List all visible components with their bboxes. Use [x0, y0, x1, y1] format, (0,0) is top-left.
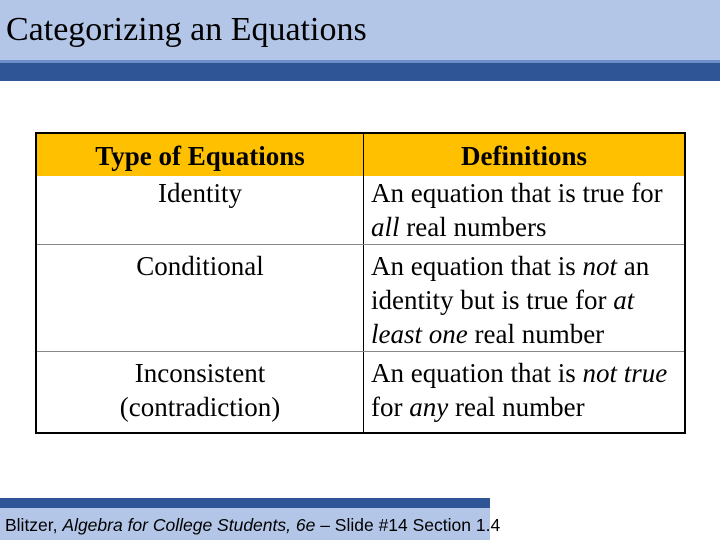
table-header-row [36, 133, 685, 176]
type-cell: Conditional [36, 245, 364, 352]
header-type-of-equations: Type of Equations [36, 133, 364, 176]
footer-citation: Blitzer, Algebra for College Students, 6e – Slide #14 Section 1.4 [5, 515, 501, 535]
table-row [36, 352, 685, 434]
title-accent-bar [0, 60, 720, 81]
type-cell: Inconsistent (contradiction) [36, 352, 364, 434]
header-definitions: Definitions [364, 133, 686, 176]
table-row [36, 176, 685, 245]
table-row [36, 245, 685, 352]
type-cell: Identity [36, 176, 364, 245]
definition-cell: An equation that is true for all real numbers [364, 176, 686, 245]
title-banner [0, 0, 720, 60]
definition-cell: An equation that is not true for any real number [371, 358, 668, 422]
equation-types-table [35, 132, 686, 434]
slide-title: Categorizing an Equations [6, 11, 367, 48]
definition-cell: An equation that is not an identity but is true for at least one real number [364, 245, 686, 352]
